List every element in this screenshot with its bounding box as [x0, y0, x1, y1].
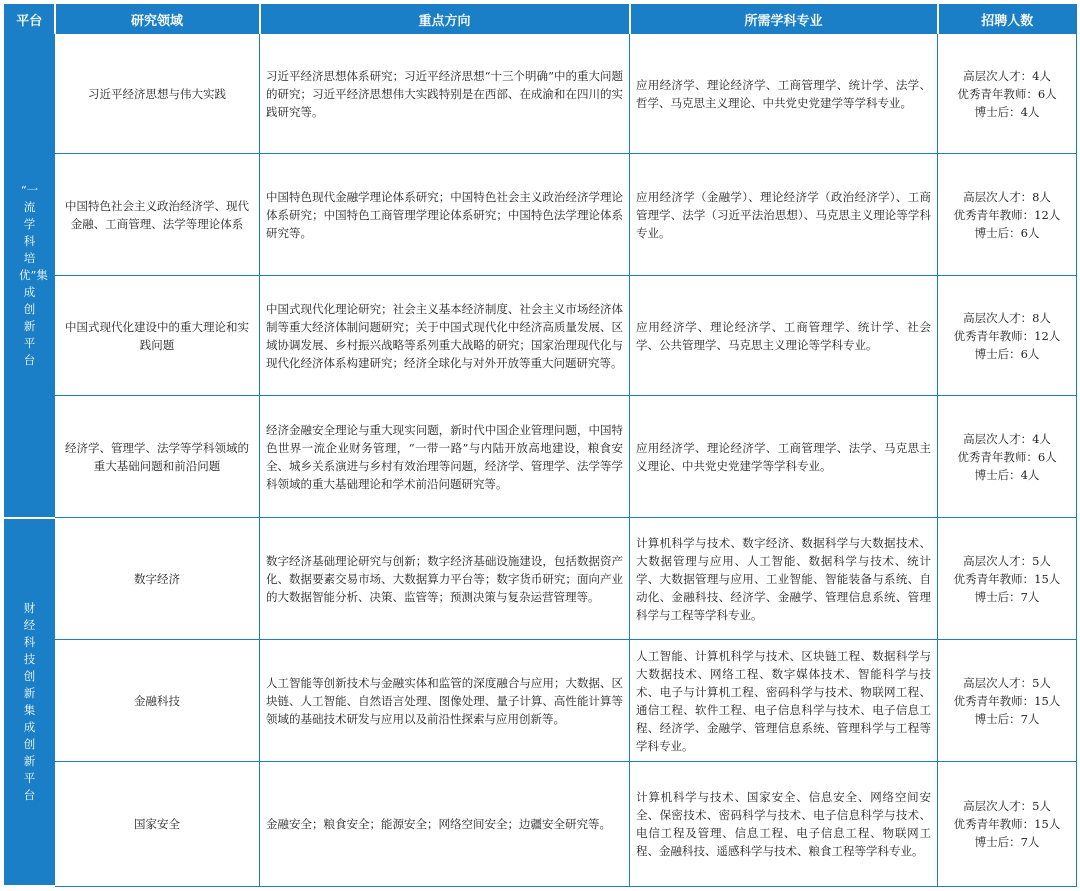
direction-cell: 人工智能等创新技术与金融实体和监管的深度融合与应用；大数据、区块链、人工智能、自然语言处理、图像处理、量子计算、高性能计算等领域的基础技术研发与应用以及前沿性探索与应用创新等。 — [260, 640, 630, 762]
count-senior: 高层次人才：4人 — [963, 431, 1051, 446]
field-cell: 中国式现代化建设中的重大理论和实践问题 — [55, 276, 260, 396]
majors-cell: 应用经济学、理论经济学、工商管理学、法学、马克思主义理论、中共党史党建学等学科专业。 — [630, 396, 938, 518]
header-majors: 所需学科专业 — [630, 5, 938, 34]
count-cell — [938, 154, 1077, 276]
direction-cell: 经济金融安全理论与重大现实问题，新时代中国企业管理问题，中国特色世界一流企业财务管理，“一带一路”与内陆开放高地建设，粮食安全、城乡关系演进与乡村有效治理等问题，经济学、管理学、法学等学科领域的重大基础理论和学术前沿问题研究等。 — [260, 396, 630, 518]
count-young: 优秀青年教师：6人 — [957, 449, 1057, 464]
count-senior: 高层次人才：5人 — [963, 675, 1051, 690]
header-row — [5, 5, 1077, 34]
count-cell — [938, 518, 1077, 640]
table-row — [5, 762, 1077, 886]
header-field: 研究领域 — [55, 5, 260, 34]
count-young: 优秀青年教师：15人 — [953, 816, 1061, 831]
direction-cell: 金融安全；粮食安全；能源安全；网络空间安全；边疆安全研究等。 — [260, 762, 630, 886]
table-row — [5, 276, 1077, 396]
majors-cell: 人工智能、计算机科学与技术、区块链工程、数据科学与大数据技术、网络工程、数字媒体技术、智能科学与技术、电子与计算机工程、密码科学与技术、物联网工程、通信工程、软件工程、电子信息科学与技术、电子信息工程、经济学、金融学、管理信息系统、管理科学与工程等学科专业。 — [630, 640, 938, 762]
table-row — [5, 518, 1077, 640]
direction-cell: 中国特色现代金融学理论体系研究；中国特色社会主义政治经济学理论体系研究；中国特色工商管理学理论体系研究；中国特色法学理论体系研究等。 — [260, 154, 630, 276]
field-cell: 国家安全 — [55, 762, 260, 886]
platform-cell: 财经科技创新集成创新平台 — [5, 518, 55, 886]
count-senior: 高层次人才：4人 — [963, 68, 1051, 83]
count-postdoc: 博士后：7人 — [974, 711, 1040, 726]
field-cell: 金融科技 — [55, 640, 260, 762]
majors-cell: 应用经济学、理论经济学、工商管理学、统计学、法学、哲学、马克思主义理论、中共党史党建学等学科专业。 — [630, 34, 938, 154]
count-cell — [938, 34, 1077, 154]
count-senior: 高层次人才：5人 — [963, 798, 1051, 813]
direction-cell: 中国式现代化理论研究；社会主义基本经济制度、社会主义市场经济体制等重大经济体制问题研究；关于中国式现代化中经济高质量发展、区域协调发展、乡村振兴战略等系列重大战略的研究；国家治理现代化与现代化经济体系构建研究；经济全球化与对外开放等重大问题研究等。 — [260, 276, 630, 396]
count-postdoc: 博士后：4人 — [974, 467, 1040, 482]
count-postdoc: 博士后：6人 — [974, 225, 1040, 240]
count-young: 优秀青年教师：12人 — [953, 328, 1061, 343]
count-cell — [938, 640, 1077, 762]
count-postdoc: 博士后：7人 — [974, 834, 1040, 849]
header-platform: 平台 — [5, 5, 55, 34]
field-cell: 数字经济 — [55, 518, 260, 640]
majors-cell: 计算机科学与技术、数字经济、数据科学与大数据技术、大数据管理与应用、人工智能、数据科学与技术、统计学、大数据管理与应用、工业智能、智能装备与系统、自动化、金融科技、经济学、金融学、管理信息系统、管理科学与工程等学科专业。 — [630, 518, 938, 640]
count-cell — [938, 762, 1077, 886]
direction-cell: 习近平经济思想体系研究；习近平经济思想“十三个明确”中的重大问题的研究；习近平经济思想伟大实践特别是在西部、在成渝和在四川的实践研究等。 — [260, 34, 630, 154]
majors-cell: 应用经济学、理论经济学、工商管理学、统计学、社会学、公共管理学、马克思主义理论等学科专业。 — [630, 276, 938, 396]
count-senior: 高层次人才：8人 — [963, 310, 1051, 325]
count-young: 优秀青年教师：15人 — [953, 571, 1061, 586]
count-postdoc: 博士后：7人 — [974, 589, 1040, 604]
majors-cell: 应用经济学（金融学）、理论经济学（政治经济学）、工商管理学、法学（习近平法治思想）、马克思主义理论等学科专业。 — [630, 154, 938, 276]
table-row — [5, 396, 1077, 518]
count-young: 优秀青年教师：6人 — [957, 86, 1057, 101]
header-count: 招聘人数 — [938, 5, 1077, 34]
count-young: 优秀青年教师：12人 — [953, 207, 1061, 222]
header-direction: 重点方向 — [260, 5, 630, 34]
direction-cell: 数字经济基础理论研究与创新；数字经济基础设施建设，包括数据资产化、数据要素交易市场、大数据算力平台等；数字货币研究；面向产业的大数据智能分析、决策、监管等；预测决策与复杂运营管理等。 — [260, 518, 630, 640]
table-row — [5, 154, 1077, 276]
majors-cell: 计算机科学与技术、国家安全、信息安全、网络空间安全、保密技术、密码科学与技术、电子信息科学与技术、电信工程及管理、信息工程、电子信息工程、物联网工程、金融科技、遥感科学与技术、粮食工程等学科专业。 — [630, 762, 938, 886]
field-cell: 经济学、管理学、法学等学科领域的重大基础问题和前沿问题 — [55, 396, 260, 518]
count-cell — [938, 276, 1077, 396]
count-postdoc: 博士后：4人 — [974, 104, 1040, 119]
count-cell — [938, 396, 1077, 518]
platform-cell: “一流学科培优”集成创新平台 — [5, 34, 55, 518]
table-row — [5, 34, 1077, 154]
table-row — [5, 640, 1077, 762]
count-postdoc: 博士后：6人 — [974, 346, 1040, 361]
field-cell: 中国特色社会主义政治经济学、现代金融、工商管理、法学等理论体系 — [55, 154, 260, 276]
field-cell: 习近平经济思想与伟大实践 — [55, 34, 260, 154]
count-senior: 高层次人才：5人 — [963, 553, 1051, 568]
recruitment-table — [4, 4, 1077, 887]
count-senior: 高层次人才：8人 — [963, 189, 1051, 204]
count-young: 优秀青年教师：15人 — [953, 693, 1061, 708]
